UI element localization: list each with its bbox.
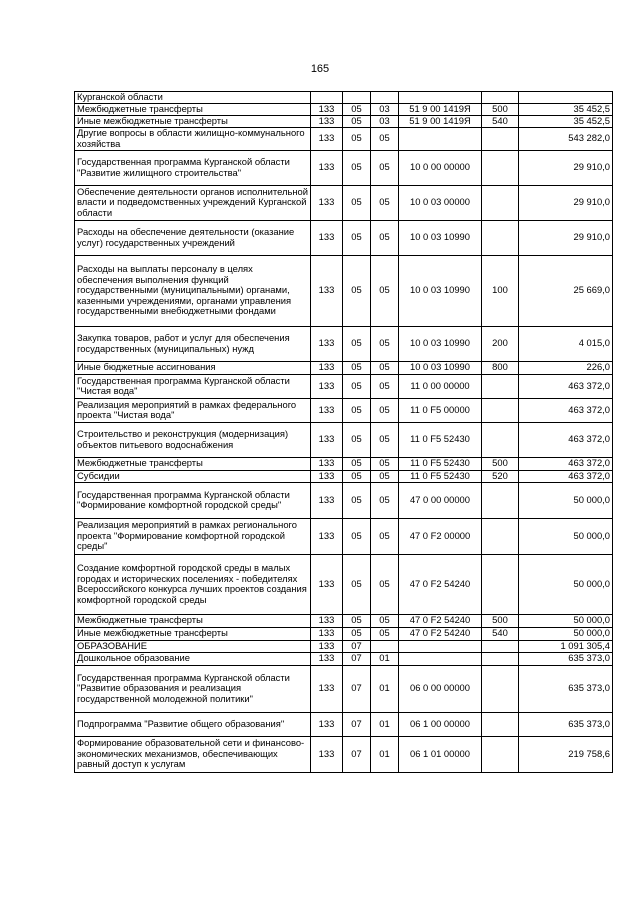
row-expense-type-cell: 500 [482, 457, 519, 470]
row-name-cell: Строительство и реконструкция (модернизация) объектов питьевого водоснабжения [75, 422, 311, 457]
table-row [75, 652, 613, 665]
table-row [75, 665, 613, 712]
row-amount-cell: 35 452,5 [519, 103, 613, 115]
row-article-cell [399, 640, 482, 652]
row-subsection-cell: 05 [371, 518, 399, 554]
row-subsection-cell [371, 92, 399, 104]
row-name-cell: Государственная программа Курганской области "Развитие жилищного строительства" [75, 150, 311, 185]
table-row [75, 470, 613, 482]
row-section-cell: 07 [343, 736, 371, 772]
row-name-cell: Государственная программа Курганской области "Чистая вода" [75, 374, 311, 398]
row-article-cell [399, 127, 482, 150]
row-subsection-cell: 05 [371, 554, 399, 614]
row-name-cell: Иные межбюджетные трансферты [75, 627, 311, 640]
row-name-cell: Реализация мероприятий в рамках федерального проекта "Чистая вода" [75, 398, 311, 422]
row-amount-cell: 50 000,0 [519, 518, 613, 554]
row-section-cell [343, 92, 371, 104]
row-expense-type-cell [482, 422, 519, 457]
row-amount-cell: 463 372,0 [519, 398, 613, 422]
row-amount-cell: 635 373,0 [519, 712, 613, 736]
row-amount-cell: 463 372,0 [519, 470, 613, 482]
row-section-cell: 05 [343, 361, 371, 374]
table-row [75, 482, 613, 518]
row-expense-type-cell: 200 [482, 326, 519, 361]
row-amount-cell: 463 372,0 [519, 422, 613, 457]
row-code-cell: 133 [311, 554, 343, 614]
row-code-cell: 133 [311, 361, 343, 374]
table-row [75, 103, 613, 115]
row-subsection-cell: 05 [371, 422, 399, 457]
table-row [75, 457, 613, 470]
row-section-cell: 05 [343, 374, 371, 398]
row-subsection-cell: 03 [371, 103, 399, 115]
row-name-cell: Реализация мероприятий в рамках регионального проекта "Формирование комфортной городской среды" [75, 518, 311, 554]
row-code-cell: 133 [311, 482, 343, 518]
row-section-cell: 05 [343, 422, 371, 457]
row-subsection-cell: 05 [371, 255, 399, 326]
table-row [75, 374, 613, 398]
row-amount-cell: 463 372,0 [519, 457, 613, 470]
table-row [75, 127, 613, 150]
row-section-cell: 05 [343, 115, 371, 127]
row-article-cell: 47 0 00 00000 [399, 482, 482, 518]
row-name-cell: Иные бюджетные ассигнования [75, 361, 311, 374]
row-code-cell: 133 [311, 640, 343, 652]
table-row [75, 736, 613, 772]
row-article-cell: 51 9 00 1419Я [399, 103, 482, 115]
row-subsection-cell [371, 640, 399, 652]
row-code-cell: 133 [311, 736, 343, 772]
row-code-cell: 133 [311, 518, 343, 554]
table-row [75, 614, 613, 627]
row-name-cell: Межбюджетные трансферты [75, 103, 311, 115]
row-code-cell: 133 [311, 614, 343, 627]
table-row [75, 115, 613, 127]
row-name-cell: Подпрограмма "Развитие общего образования" [75, 712, 311, 736]
table-row [75, 150, 613, 185]
table-row [75, 326, 613, 361]
row-amount-cell: 25 669,0 [519, 255, 613, 326]
row-expense-type-cell: 540 [482, 115, 519, 127]
table-row [75, 185, 613, 220]
row-article-cell: 10 0 03 10990 [399, 220, 482, 255]
row-code-cell: 133 [311, 422, 343, 457]
row-section-cell: 05 [343, 627, 371, 640]
row-section-cell: 05 [343, 220, 371, 255]
row-subsection-cell: 05 [371, 482, 399, 518]
row-code-cell: 133 [311, 150, 343, 185]
row-expense-type-cell [482, 652, 519, 665]
row-expense-type-cell [482, 736, 519, 772]
row-section-cell: 05 [343, 127, 371, 150]
row-section-cell: 05 [343, 103, 371, 115]
row-expense-type-cell [482, 150, 519, 185]
row-expense-type-cell: 520 [482, 470, 519, 482]
row-name-cell: Закупка товаров, работ и услуг для обеспечения государственных (муниципальных) нужд [75, 326, 311, 361]
budget-table-body [75, 92, 613, 773]
row-code-cell: 133 [311, 326, 343, 361]
row-name-cell: Другие вопросы в области жилищно-коммунального хозяйства [75, 127, 311, 150]
row-subsection-cell: 05 [371, 326, 399, 361]
table-row [75, 361, 613, 374]
row-section-cell: 07 [343, 712, 371, 736]
row-article-cell: 10 0 00 00000 [399, 150, 482, 185]
row-code-cell: 133 [311, 220, 343, 255]
row-code-cell [311, 92, 343, 104]
row-article-cell: 47 0 F2 00000 [399, 518, 482, 554]
row-expense-type-cell [482, 518, 519, 554]
row-subsection-cell: 05 [371, 614, 399, 627]
row-subsection-cell: 05 [371, 220, 399, 255]
row-amount-cell: 50 000,0 [519, 614, 613, 627]
row-section-cell: 07 [343, 652, 371, 665]
row-article-cell [399, 652, 482, 665]
row-subsection-cell: 01 [371, 665, 399, 712]
row-article-cell [399, 92, 482, 104]
row-expense-type-cell: 500 [482, 103, 519, 115]
row-article-cell: 47 0 F2 54240 [399, 554, 482, 614]
row-name-cell: Курганской области [75, 92, 311, 104]
row-expense-type-cell [482, 665, 519, 712]
row-section-cell: 05 [343, 185, 371, 220]
row-article-cell: 06 0 00 00000 [399, 665, 482, 712]
row-amount-cell: 463 372,0 [519, 374, 613, 398]
table-row [75, 712, 613, 736]
row-section-cell: 05 [343, 457, 371, 470]
row-subsection-cell: 01 [371, 736, 399, 772]
row-code-cell: 133 [311, 457, 343, 470]
row-section-cell: 05 [343, 554, 371, 614]
row-amount-cell: 219 758,6 [519, 736, 613, 772]
row-expense-type-cell [482, 554, 519, 614]
row-name-cell: ОБРАЗОВАНИЕ [75, 640, 311, 652]
row-amount-cell: 635 373,0 [519, 665, 613, 712]
row-subsection-cell: 05 [371, 361, 399, 374]
row-amount-cell: 29 910,0 [519, 220, 613, 255]
row-amount-cell: 29 910,0 [519, 150, 613, 185]
row-name-cell: Государственная программа Курганской области "Развитие образования и реализация государственной молодежной политики" [75, 665, 311, 712]
row-amount-cell: 50 000,0 [519, 554, 613, 614]
table-row [75, 518, 613, 554]
row-name-cell: Государственная программа Курганской области "Формирование комфортной городской среды" [75, 482, 311, 518]
row-expense-type-cell [482, 482, 519, 518]
row-code-cell: 133 [311, 712, 343, 736]
table-row [75, 627, 613, 640]
table-row [75, 422, 613, 457]
page-number: 165 [310, 63, 330, 75]
row-code-cell: 133 [311, 127, 343, 150]
row-amount-cell [519, 92, 613, 104]
row-code-cell: 133 [311, 374, 343, 398]
row-subsection-cell: 05 [371, 150, 399, 185]
row-name-cell: Межбюджетные трансферты [75, 614, 311, 627]
table-row [75, 255, 613, 326]
row-name-cell: Создание комфортной городской среды в малых городах и исторических поселениях - победителях Всероссийского конкурса лучших проектов создания комфортной городской среды [75, 554, 311, 614]
row-amount-cell: 543 282,0 [519, 127, 613, 150]
row-amount-cell: 50 000,0 [519, 482, 613, 518]
row-subsection-cell: 01 [371, 712, 399, 736]
row-name-cell: Расходы на выплаты персоналу в целях обеспечения выполнения функций государственными (муниципальными) органами, казенными учреждениями, органами управления государственными внебюджетными фондами [75, 255, 311, 326]
row-code-cell: 133 [311, 115, 343, 127]
row-expense-type-cell: 500 [482, 614, 519, 627]
row-subsection-cell: 05 [371, 457, 399, 470]
row-article-cell: 10 0 03 00000 [399, 185, 482, 220]
row-section-cell: 07 [343, 665, 371, 712]
row-section-cell: 05 [343, 482, 371, 518]
row-code-cell: 133 [311, 255, 343, 326]
row-expense-type-cell [482, 374, 519, 398]
row-code-cell: 133 [311, 103, 343, 115]
row-expense-type-cell [482, 127, 519, 150]
row-code-cell: 133 [311, 627, 343, 640]
row-subsection-cell: 05 [371, 374, 399, 398]
row-section-cell: 05 [343, 518, 371, 554]
row-subsection-cell: 05 [371, 185, 399, 220]
row-subsection-cell: 05 [371, 470, 399, 482]
row-article-cell: 10 0 03 10990 [399, 361, 482, 374]
row-article-cell: 11 0 F5 52430 [399, 422, 482, 457]
row-article-cell: 47 0 F2 54240 [399, 614, 482, 627]
row-name-cell: Расходы на обеспечение деятельности (оказание услуг) государственных учреждений [75, 220, 311, 255]
row-section-cell: 05 [343, 150, 371, 185]
row-expense-type-cell [482, 185, 519, 220]
row-expense-type-cell: 540 [482, 627, 519, 640]
row-amount-cell: 29 910,0 [519, 185, 613, 220]
row-section-cell: 05 [343, 470, 371, 482]
row-name-cell: Обеспечение деятельности органов исполнительной власти и подведомственных учреждений Курганской области [75, 185, 311, 220]
row-article-cell: 11 0 F5 52430 [399, 457, 482, 470]
row-subsection-cell: 05 [371, 398, 399, 422]
row-article-cell: 47 0 F2 54240 [399, 627, 482, 640]
row-subsection-cell: 01 [371, 652, 399, 665]
row-article-cell: 11 0 00 00000 [399, 374, 482, 398]
row-section-cell: 05 [343, 398, 371, 422]
row-code-cell: 133 [311, 185, 343, 220]
row-section-cell: 05 [343, 326, 371, 361]
row-expense-type-cell: 800 [482, 361, 519, 374]
table-row [75, 640, 613, 652]
row-name-cell: Дошкольное образование [75, 652, 311, 665]
row-expense-type-cell [482, 92, 519, 104]
row-expense-type-cell [482, 712, 519, 736]
row-expense-type-cell [482, 398, 519, 422]
row-article-cell: 10 0 03 10990 [399, 255, 482, 326]
row-expense-type-cell: 100 [482, 255, 519, 326]
row-article-cell: 06 1 00 00000 [399, 712, 482, 736]
row-amount-cell: 4 015,0 [519, 326, 613, 361]
row-name-cell: Межбюджетные трансферты [75, 457, 311, 470]
row-amount-cell: 635 373,0 [519, 652, 613, 665]
row-name-cell: Формирование образовательной сети и финансово-экономических механизмов, обеспечивающих равный доступ к услугам [75, 736, 311, 772]
budget-table [74, 91, 613, 773]
row-subsection-cell: 05 [371, 627, 399, 640]
row-code-cell: 133 [311, 665, 343, 712]
table-row [75, 220, 613, 255]
row-amount-cell: 1 091 305,4 [519, 640, 613, 652]
row-article-cell: 06 1 01 00000 [399, 736, 482, 772]
table-row [75, 92, 613, 104]
row-subsection-cell: 03 [371, 115, 399, 127]
row-expense-type-cell [482, 220, 519, 255]
row-section-cell: 05 [343, 614, 371, 627]
row-article-cell: 11 0 F5 52430 [399, 470, 482, 482]
row-article-cell: 10 0 03 10990 [399, 326, 482, 361]
row-amount-cell: 35 452,5 [519, 115, 613, 127]
row-name-cell: Иные межбюджетные трансферты [75, 115, 311, 127]
row-amount-cell: 226,0 [519, 361, 613, 374]
row-name-cell: Субсидии [75, 470, 311, 482]
row-article-cell: 11 0 F5 00000 [399, 398, 482, 422]
row-section-cell: 07 [343, 640, 371, 652]
table-row [75, 398, 613, 422]
row-subsection-cell: 05 [371, 127, 399, 150]
row-amount-cell: 50 000,0 [519, 627, 613, 640]
row-code-cell: 133 [311, 652, 343, 665]
table-row [75, 554, 613, 614]
row-code-cell: 133 [311, 470, 343, 482]
row-expense-type-cell [482, 640, 519, 652]
row-article-cell: 51 9 00 1419Я [399, 115, 482, 127]
row-code-cell: 133 [311, 398, 343, 422]
row-section-cell: 05 [343, 255, 371, 326]
